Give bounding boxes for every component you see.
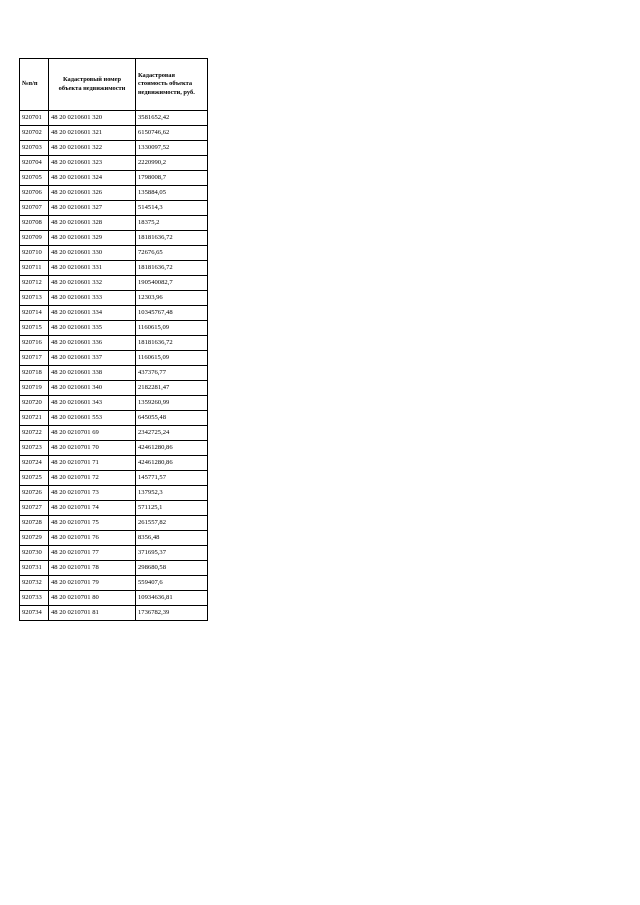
cadastral-value-cell: 1160615,09	[136, 351, 208, 366]
row-number-cell: 920733	[20, 591, 49, 606]
table-row	[20, 141, 208, 156]
cadastral-number-cell: 48 20 0210601 329	[49, 231, 136, 246]
row-number-cell: 920734	[20, 606, 49, 621]
cadastral-value-cell: 42461280,86	[136, 441, 208, 456]
row-number-cell: 920704	[20, 156, 49, 171]
table-row	[20, 276, 208, 291]
cadastral-value-cell: 18375,2	[136, 216, 208, 231]
row-number-cell: 920731	[20, 561, 49, 576]
table-row	[20, 126, 208, 141]
cadastral-value-cell: 3581652,42	[136, 111, 208, 126]
cadastral-value-cell: 10345767,48	[136, 306, 208, 321]
table-row	[20, 231, 208, 246]
table-row	[20, 486, 208, 501]
cadastral-value-cell: 2182281,47	[136, 381, 208, 396]
row-number-cell: 920710	[20, 246, 49, 261]
table-row	[20, 306, 208, 321]
cadastral-value-cell: 261557,82	[136, 516, 208, 531]
cadastral-number-cell: 48 20 0210701 73	[49, 486, 136, 501]
cadastral-value-cell: 18181636,72	[136, 231, 208, 246]
cadastral-number-cell: 48 20 0210601 553	[49, 411, 136, 426]
cadastral-number-cell: 48 20 0210601 323	[49, 156, 136, 171]
table-row	[20, 411, 208, 426]
cadastral-number-cell: 48 20 0210701 76	[49, 531, 136, 546]
table-row	[20, 261, 208, 276]
table-row	[20, 501, 208, 516]
cadastral-number-cell: 48 20 0210701 71	[49, 456, 136, 471]
cadastral-value-cell: 137952,3	[136, 486, 208, 501]
table-row	[20, 366, 208, 381]
row-number-cell: 920712	[20, 276, 49, 291]
table-row	[20, 561, 208, 576]
row-number-cell: 920721	[20, 411, 49, 426]
cadastral-value-cell: 12303,96	[136, 291, 208, 306]
cadastral-value-cell: 437376,77	[136, 366, 208, 381]
row-number-cell: 920701	[20, 111, 49, 126]
cadastral-value-cell: 8356,48	[136, 531, 208, 546]
row-number-cell: 920702	[20, 126, 49, 141]
cadastral-number-cell: 48 20 0210601 332	[49, 276, 136, 291]
cadastral-value-table	[19, 58, 208, 621]
table-body	[20, 111, 208, 621]
table-row	[20, 456, 208, 471]
row-number-cell: 920719	[20, 381, 49, 396]
row-number-cell: 920707	[20, 201, 49, 216]
cadastral-number-cell: 48 20 0210601 328	[49, 216, 136, 231]
cadastral-number-cell: 48 20 0210601 333	[49, 291, 136, 306]
table-row	[20, 336, 208, 351]
row-number-cell: 920729	[20, 531, 49, 546]
table-row	[20, 441, 208, 456]
row-number-cell: 920722	[20, 426, 49, 441]
row-number-cell: 920730	[20, 546, 49, 561]
cadastral-number-cell: 48 20 0210701 72	[49, 471, 136, 486]
cadastral-number-cell: 48 20 0210701 69	[49, 426, 136, 441]
cadastral-number-cell: 48 20 0210701 70	[49, 441, 136, 456]
row-number-cell: 920705	[20, 171, 49, 186]
cadastral-value-cell: 18181636,72	[136, 336, 208, 351]
cadastral-number-cell: 48 20 0210601 321	[49, 126, 136, 141]
row-number-cell: 920713	[20, 291, 49, 306]
row-number-cell: 920706	[20, 186, 49, 201]
row-number-cell: 920728	[20, 516, 49, 531]
cadastral-value-cell: 145771,57	[136, 471, 208, 486]
table-row	[20, 111, 208, 126]
row-number-cell: 920726	[20, 486, 49, 501]
table-row	[20, 186, 208, 201]
table-row	[20, 381, 208, 396]
table-row	[20, 546, 208, 561]
row-number-cell: 920732	[20, 576, 49, 591]
cadastral-value-cell: 559407,6	[136, 576, 208, 591]
row-number-cell: 920709	[20, 231, 49, 246]
row-number-cell: 920727	[20, 501, 49, 516]
cadastral-number-cell: 48 20 0210601 338	[49, 366, 136, 381]
cadastral-value-cell: 6150746,62	[136, 126, 208, 141]
row-number-cell: 920723	[20, 441, 49, 456]
cadastral-value-cell: 298680,58	[136, 561, 208, 576]
cadastral-number-cell: 48 20 0210601 326	[49, 186, 136, 201]
row-number-cell: 920715	[20, 321, 49, 336]
cadastral-value-cell: 371695,37	[136, 546, 208, 561]
cadastral-value-cell: 10934636,81	[136, 591, 208, 606]
header-cadastral-value: Кадастровая стоимость объекта недвижимости, руб.	[136, 59, 208, 111]
table-row	[20, 471, 208, 486]
table-row	[20, 351, 208, 366]
row-number-cell: 920717	[20, 351, 49, 366]
row-number-cell: 920725	[20, 471, 49, 486]
cadastral-number-cell: 48 20 0210601 340	[49, 381, 136, 396]
cadastral-value-cell: 1736782,39	[136, 606, 208, 621]
table-row	[20, 531, 208, 546]
row-number-cell: 920716	[20, 336, 49, 351]
cadastral-value-cell: 42461280,86	[136, 456, 208, 471]
cadastral-number-cell: 48 20 0210701 78	[49, 561, 136, 576]
row-number-cell: 920708	[20, 216, 49, 231]
cadastral-value-cell: 18181636,72	[136, 261, 208, 276]
cadastral-value-cell: 514514,3	[136, 201, 208, 216]
cadastral-value-cell: 645055,48	[136, 411, 208, 426]
table-row	[20, 171, 208, 186]
table-row	[20, 246, 208, 261]
row-number-cell: 920724	[20, 456, 49, 471]
cadastral-number-cell: 48 20 0210601 324	[49, 171, 136, 186]
cadastral-value-cell: 1798008,7	[136, 171, 208, 186]
cadastral-value-cell: 190540082,7	[136, 276, 208, 291]
cadastral-number-cell: 48 20 0210601 322	[49, 141, 136, 156]
cadastral-number-cell: 48 20 0210601 327	[49, 201, 136, 216]
cadastral-number-cell: 48 20 0210601 343	[49, 396, 136, 411]
cadastral-number-cell: 48 20 0210601 320	[49, 111, 136, 126]
row-number-cell: 920703	[20, 141, 49, 156]
table-row	[20, 156, 208, 171]
cadastral-number-cell: 48 20 0210701 74	[49, 501, 136, 516]
table-row	[20, 216, 208, 231]
table-row	[20, 591, 208, 606]
row-number-cell: 920714	[20, 306, 49, 321]
table-row	[20, 201, 208, 216]
cadastral-number-cell: 48 20 0210701 75	[49, 516, 136, 531]
cadastral-number-cell: 48 20 0210601 337	[49, 351, 136, 366]
cadastral-value-cell: 1330097,52	[136, 141, 208, 156]
cadastral-number-cell: 48 20 0210701 79	[49, 576, 136, 591]
cadastral-number-cell: 48 20 0210701 80	[49, 591, 136, 606]
table-row	[20, 396, 208, 411]
cadastral-value-cell: 2220990,2	[136, 156, 208, 171]
header-row	[20, 59, 208, 111]
table-row	[20, 291, 208, 306]
table-header	[20, 59, 208, 111]
cadastral-value-cell: 1160615,09	[136, 321, 208, 336]
cadastral-number-cell: 48 20 0210701 81	[49, 606, 136, 621]
cadastral-number-cell: 48 20 0210601 331	[49, 261, 136, 276]
cadastral-value-cell: 1359260,99	[136, 396, 208, 411]
cadastral-value-cell: 72676,65	[136, 246, 208, 261]
header-row-number: №п/п	[20, 59, 49, 111]
table-row	[20, 606, 208, 621]
row-number-cell: 920718	[20, 366, 49, 381]
cadastral-number-cell: 48 20 0210601 336	[49, 336, 136, 351]
row-number-cell: 920711	[20, 261, 49, 276]
table-row	[20, 321, 208, 336]
cadastral-number-cell: 48 20 0210701 77	[49, 546, 136, 561]
cadastral-value-cell: 2342725,24	[136, 426, 208, 441]
table-row	[20, 516, 208, 531]
cadastral-number-cell: 48 20 0210601 330	[49, 246, 136, 261]
cadastral-number-cell: 48 20 0210601 335	[49, 321, 136, 336]
cadastral-number-cell: 48 20 0210601 334	[49, 306, 136, 321]
row-number-cell: 920720	[20, 396, 49, 411]
table-row	[20, 576, 208, 591]
cadastral-value-cell: 135884,05	[136, 186, 208, 201]
cadastral-value-cell: 571125,1	[136, 501, 208, 516]
table-row	[20, 426, 208, 441]
header-cadastral-number: Кадастровый номер объекта недвижимости	[49, 59, 136, 111]
